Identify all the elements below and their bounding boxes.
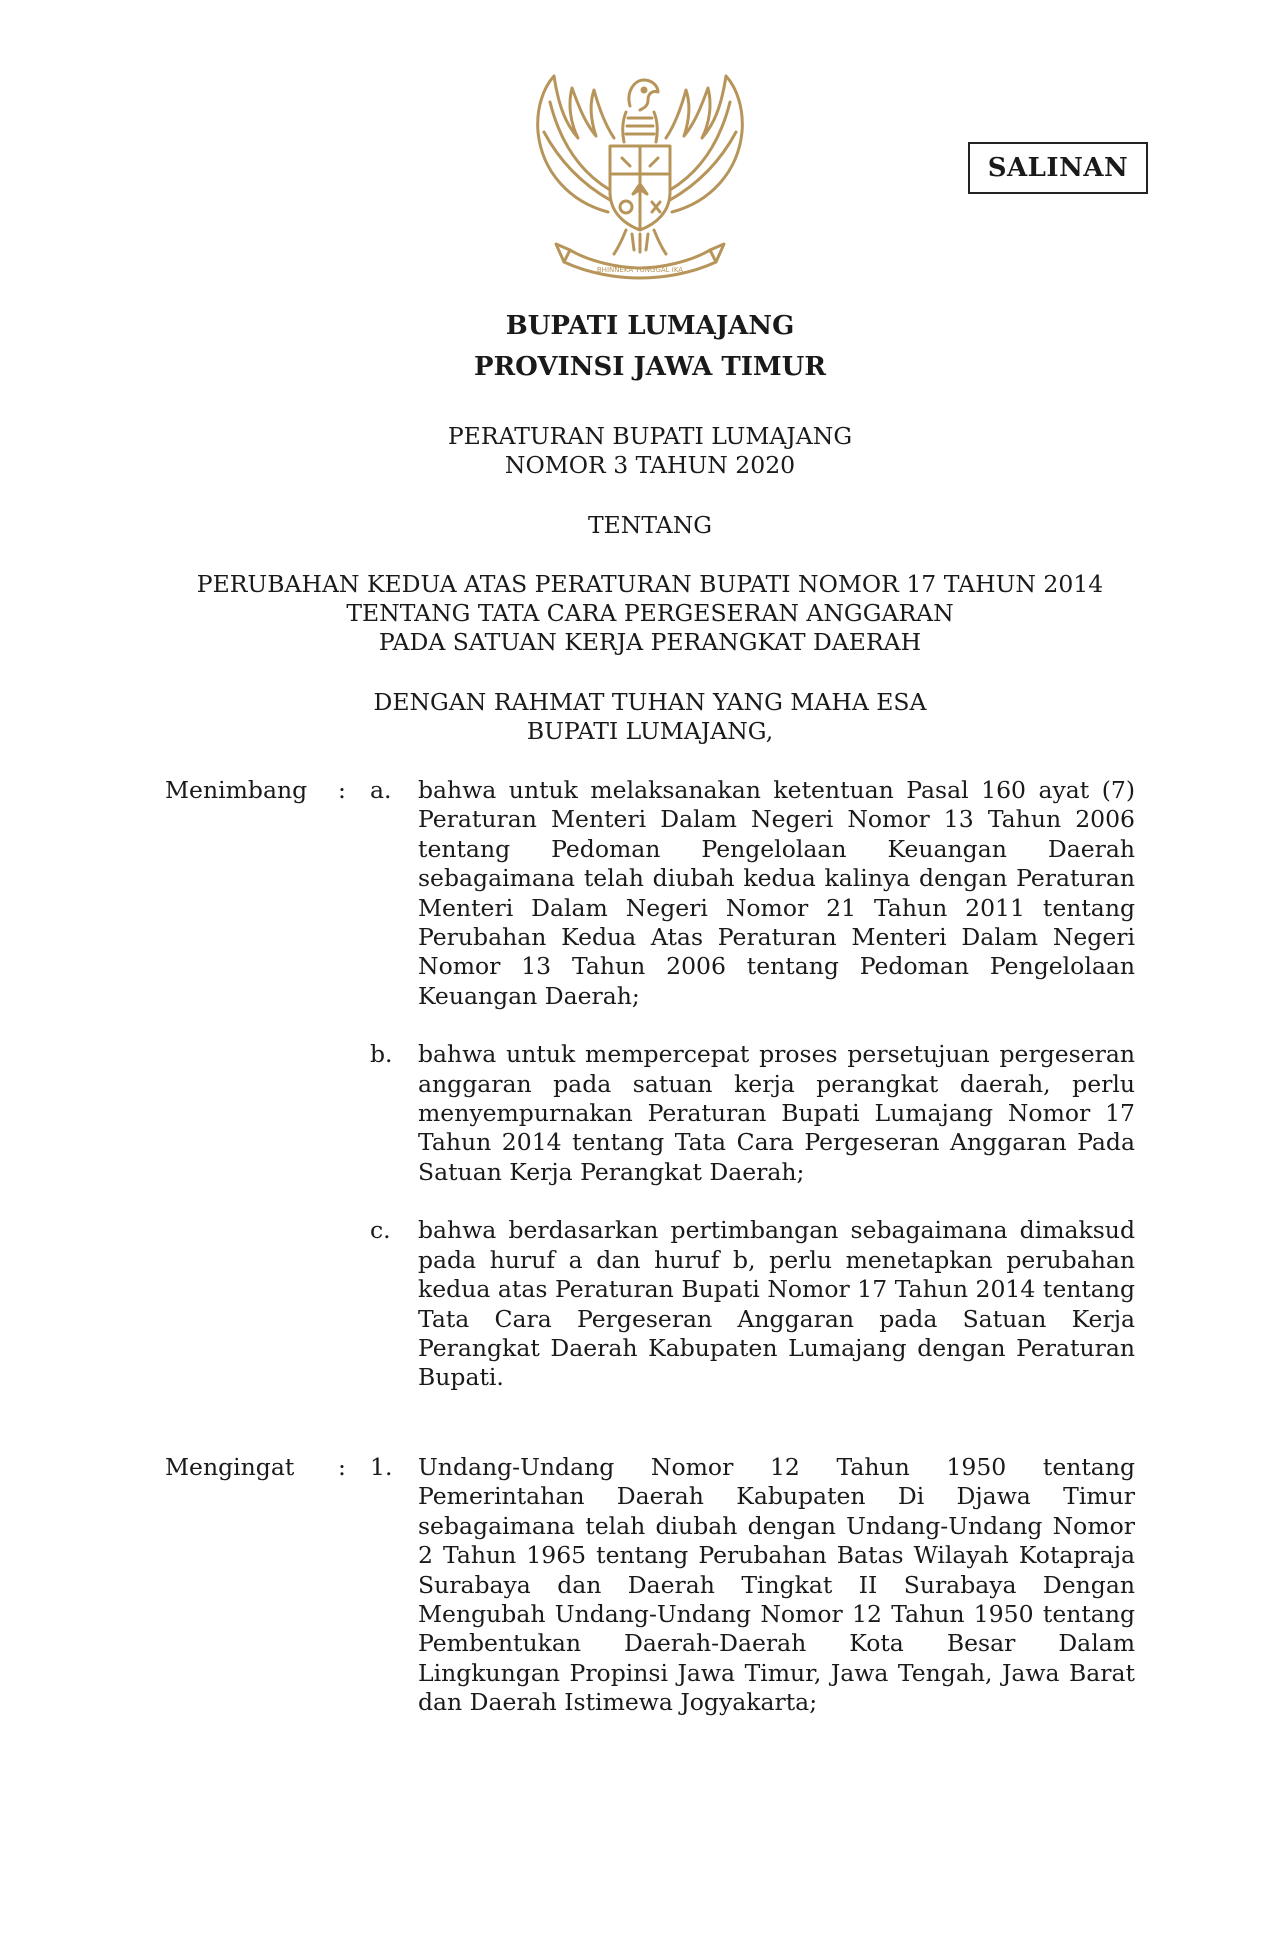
subject-line-3: PADA SATUAN KERJA PERANGKAT DAERAH xyxy=(378,628,922,656)
header-line-1: BUPATI LUMAJANG xyxy=(505,311,795,341)
about-label: TENTANG xyxy=(587,511,713,539)
blessing-line-2: BUPATI LUMAJANG, xyxy=(526,717,774,745)
item-marker: a. xyxy=(370,776,392,804)
regulation-title xyxy=(0,422,1275,480)
item-marker: c. xyxy=(370,1216,391,1245)
garuda-pancasila-emblem-icon xyxy=(530,62,750,284)
regulation-line-1: PERATURAN BUPATI LUMAJANG xyxy=(447,422,853,450)
menimbang-section xyxy=(165,776,1135,1393)
subject-line-2: TENTANG TATA CARA PERGESERAN ANGGARAN xyxy=(346,599,954,627)
item-text: bahwa berdasarkan pertimbangan sebagaimana dimaksud pada huruf a dan huruf b, perlu menetapkan perubahan kedua atas Peraturan Bupati Nomor 17 Tahun 2014 tentang Tata Cara Pergeseran Anggaran pada Satuan Kerja Perangkat Daerah Kabupaten Lumajang dengan Peraturan Bupati. xyxy=(418,1216,1135,1392)
mengingat-item xyxy=(165,1453,1135,1718)
regulation-line-2: NOMOR 3 TAHUN 2020 xyxy=(504,451,796,479)
emblem-motto: BHINNEKA TUNGGAL IKA xyxy=(596,266,684,274)
item-marker: 1. xyxy=(370,1453,393,1481)
salinan-stamp xyxy=(968,142,1148,194)
salinan-label: SALINAN xyxy=(987,153,1129,183)
menimbang-item xyxy=(165,1040,1135,1187)
menimbang-label: Menimbang xyxy=(165,776,308,804)
menimbang-item xyxy=(165,1216,1135,1392)
menimbang-item xyxy=(165,776,1135,1011)
mengingat-label: Mengingat xyxy=(165,1453,295,1481)
item-text: bahwa untuk mempercepat proses persetujuan pergeseran anggaran pada satuan kerja perangkat daerah, perlu menyempurnakan Peraturan Bupati Lumajang Nomor 17 Tahun 2014 tentang Tata Cara Pergeseran Anggaran Pada Satuan Kerja Perangkat Daerah; xyxy=(418,1040,1135,1186)
regulation-about xyxy=(0,511,1275,540)
document-header xyxy=(0,306,1275,388)
item-text: bahwa untuk melaksanakan ketentuan Pasal 160 ayat (7) Peraturan Menteri Dalam Negeri Nomor 13 Tahun 2006 tentang Pedoman Pengelolaan Keuangan Daerah sebagaimana telah diubah kedua kalinya dengan Peraturan Menteri Dalam Negeri Nomor 21 Tahun 2011 tentang Perubahan Kedua Atas Peraturan Menteri Dalam Negeri Nomor 13 Tahun 2006 tentang Pedoman Pengelolaan Keuangan Daerah; xyxy=(418,776,1135,1010)
item-text: Undang-Undang Nomor 12 Tahun 1950 tentang Pemerintahan Daerah Kabupaten Di Djawa Timur sebagaimana telah diubah dengan Undang-Undang Nomor 2 Tahun 1965 tentang Perubahan Batas Wilayah Kotapraja Surabaya dan Daerah Tingkat II Surabaya Dengan Mengubah Undang-Undang Nomor 12 Tahun 1950 tentang Pembentukan Daerah-Daerah Kota Besar Dalam Lingkungan Propinsi Jawa Timur, Jawa Tengah, Jawa Barat dan Daerah Istimewa Jogyakarta; xyxy=(418,1453,1135,1717)
mengingat-colon: : xyxy=(338,1453,346,1481)
item-marker: b. xyxy=(370,1040,393,1069)
blessing-line-1: DENGAN RAHMAT TUHAN YANG MAHA ESA xyxy=(373,688,927,716)
menimbang-colon: : xyxy=(338,776,346,804)
regulation-subject xyxy=(0,570,1275,657)
header-line-2: PROVINSI JAWA TIMUR xyxy=(474,352,826,382)
subject-line-1: PERUBAHAN KEDUA ATAS PERATURAN BUPATI NOMOR 17 TAHUN 2014 xyxy=(196,570,1104,598)
blessing xyxy=(0,688,1275,746)
mengingat-section xyxy=(165,1453,1135,1718)
